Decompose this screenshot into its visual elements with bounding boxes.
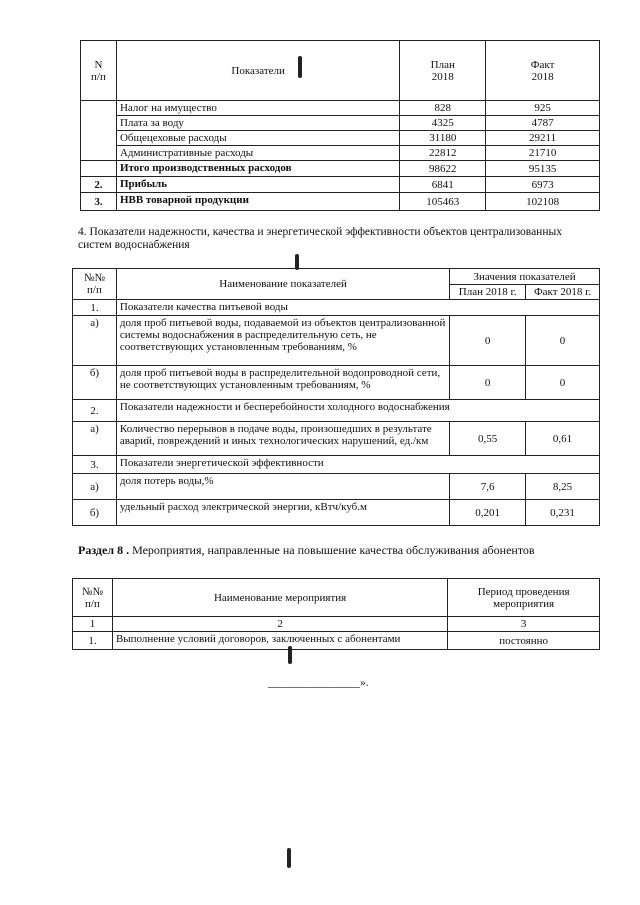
row-name: доля проб питьевой воды, подаваемой из объектов централизованной системы водоснабжения в распределительную сеть, не соответствующих установленным требованиям, % (116, 316, 449, 366)
row-fact: 21710 (486, 146, 600, 161)
header-name: Наименование показателей (116, 269, 449, 300)
row-fact: 4787 (486, 116, 600, 131)
total-fact: 95135 (486, 161, 600, 177)
indicators-table (72, 268, 600, 526)
row-fact: 0,231 (526, 500, 600, 526)
nvv-name: НВВ товарной продукции (116, 193, 399, 211)
row-fact: 8,25 (526, 474, 600, 500)
total-plan: 98622 (400, 161, 486, 177)
row-fact: 0 (526, 366, 600, 400)
row-fact: 29211 (486, 131, 600, 146)
group-name: Показатели качества питьевой воды (116, 300, 599, 316)
row-name: Общецеховые расходы (116, 131, 399, 146)
header-values: Значения показателей (450, 269, 600, 285)
nvv-fact: 102108 (486, 193, 600, 211)
row-name: Плата за воду (116, 116, 399, 131)
group-name: Показатели надежности и бесперебойности холодного водоснабжения (116, 400, 599, 422)
row-fact: 0 (526, 316, 600, 366)
row-num: а) (73, 474, 117, 500)
profit-fact: 6973 (486, 177, 600, 193)
row-plan: 7,6 (450, 474, 526, 500)
section-8-title: Мероприятия, направленные на повышение качества обслуживания абонентов (132, 543, 535, 557)
profit-num: 2. (81, 177, 117, 193)
nvv-num: 3. (81, 193, 117, 211)
row-name: Количество перерывов в подаче воды, произошедших в результате аварий, повреждений и иных технологических нарушений, ед./км (116, 422, 449, 456)
header-plan: План 2018 г. (450, 285, 526, 300)
row-plan: 0 (450, 366, 526, 400)
row-plan: 31180 (400, 131, 486, 146)
costs-table (80, 40, 600, 211)
total-name: Итого производственных расходов (116, 161, 399, 177)
row-name: доля потерь воды,% (116, 474, 449, 500)
nvv-plan: 105463 (400, 193, 486, 211)
row-num: 1. (73, 632, 113, 650)
col-index: 2 (112, 617, 447, 632)
header-num: №№ п/п (73, 579, 113, 617)
row-num: б) (73, 500, 117, 526)
group-num: 2. (73, 400, 117, 422)
section-4-title: 4. Показатели надежности, качества и энергетической эффективности объектов централизованных систем водоснабжения (78, 226, 562, 251)
row-plan: 22812 (400, 146, 486, 161)
section-8-heading (78, 544, 618, 557)
row-fact: 925 (486, 101, 600, 116)
header-num: N п/п (81, 41, 117, 101)
group-num: 1. (73, 300, 117, 316)
col-index: 3 (448, 617, 600, 632)
row-num: б) (73, 366, 117, 400)
scan-mark (298, 56, 302, 78)
header-plan: План 2018 (400, 41, 486, 101)
profit-name: Прибыль (116, 177, 399, 193)
closing-line: ________________». (268, 677, 369, 689)
group-num: 3. (73, 456, 117, 474)
scan-mark (287, 848, 291, 868)
header-name: Наименование мероприятия (112, 579, 447, 617)
row-period: постоянно (448, 632, 600, 650)
row-name: доля проб питьевой воды в распределительной водопроводной сети, не соответствующих установленным требованиям, % (116, 366, 449, 400)
row-num (81, 101, 117, 161)
row-plan: 4325 (400, 116, 486, 131)
header-period: Период проведения мероприятия (448, 579, 600, 617)
measures-table (72, 578, 600, 650)
header-name: Показатели (116, 41, 399, 101)
profit-plan: 6841 (400, 177, 486, 193)
row-fact: 0,61 (526, 422, 600, 456)
group-name: Показатели энергетической эффективности (116, 456, 599, 474)
col-index: 1 (73, 617, 113, 632)
scan-mark (295, 254, 299, 270)
row-name: Административные расходы (116, 146, 399, 161)
row-num: а) (73, 422, 117, 456)
row-plan: 828 (400, 101, 486, 116)
row-plan: 0,201 (450, 500, 526, 526)
total-num (81, 161, 117, 177)
scan-mark (288, 646, 292, 664)
header-fact: Факт 2018 (486, 41, 600, 101)
header-fact: Факт 2018 г. (526, 285, 600, 300)
row-name: Налог на имущество (116, 101, 399, 116)
row-plan: 0 (450, 316, 526, 366)
row-plan: 0,55 (450, 422, 526, 456)
row-name: удельный расход электрической энергии, кВтч/куб.м (116, 500, 449, 526)
row-num: а) (73, 316, 117, 366)
header-num: №№ п/п (73, 269, 117, 300)
row-name: Выполнение условий договоров, заключенных с абонентами (112, 632, 447, 650)
section-8-label: Раздел 8 . (78, 543, 130, 557)
